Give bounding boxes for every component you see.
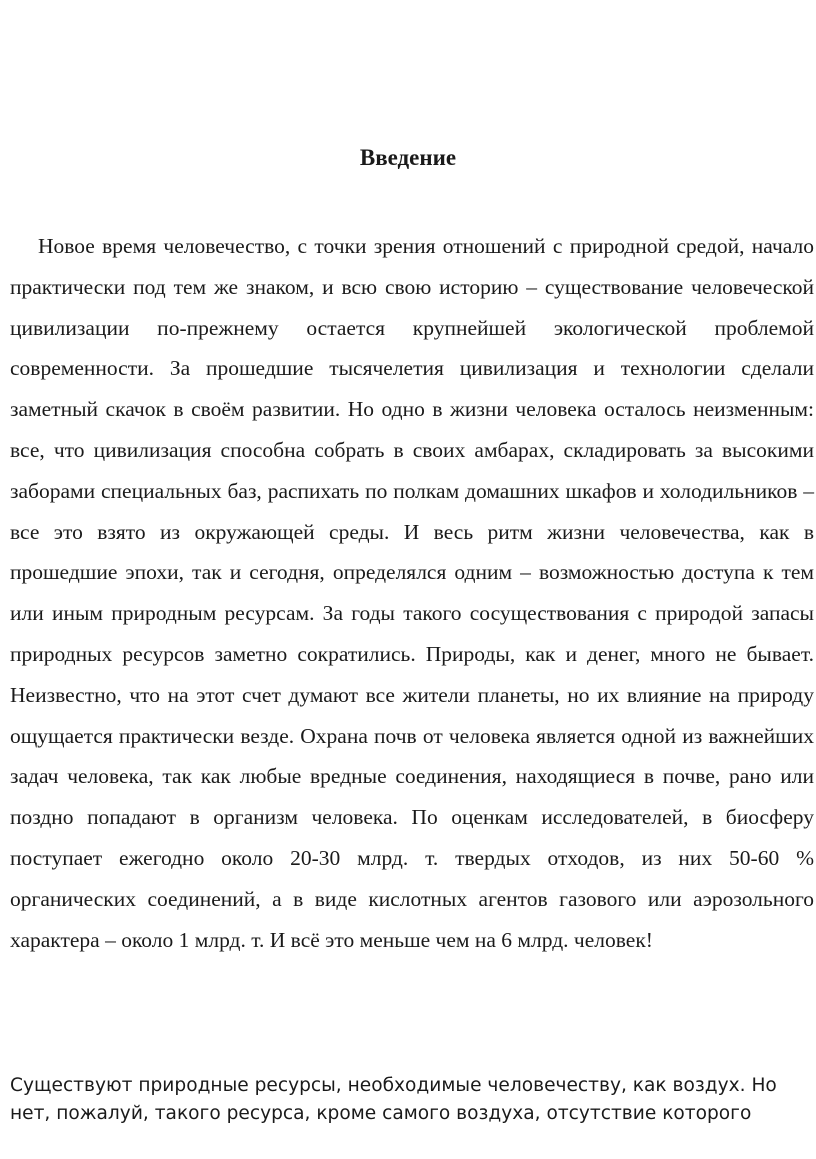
page-title: Введение: [359, 145, 457, 170]
resources-paragraph: Существуют природные ресурсы, необходимые человечеству, как воздух. Но нет, пожалуй, такого ресурса, кроме самого воздуха, отсутствие которого: [10, 1075, 777, 1124]
intro-paragraph: Новое время человечество, с точки зрения отношений с природной средой, начало практически под тем же знаком, и всю свою историю – существование человеческой цивилизации по-прежнему остается крупнейшей экологической проблемой современности. За прошедшие тысячелетия цивилизация и технологии сделали заметный скачок в своём развитии. Но одно в жизни человека осталось неизменным: все, что цивилизация способна собрать в своих амбарах, складировать за высокими заборами специальных баз, распихать по полкам домашних шкафов и холодильников – все это взято из окружающей среды. И весь ритм жизни человечества, как в прошедшие эпохи, так и сегодня, определялся одним – возможностью доступа к тем или иным природным ресурсам. За годы такого сосуществования с природой запасы природных ресурсов заметно сократились. Природы, как и денег, много не бывает. Неизвестно, что на этот счет думают все жители планеты, но их влияние на природу ощущается практически везде. Охрана почв от человека является одной из важнейших задач человека, так как любые вредные соединения, находящиеся в почве, рано или поздно попадают в организм человека. По оценкам исследователей, в биосферу поступает ежегодно около 20-30 млрд. т. твердых отходов, из них 50-60 % органических соединений, а в виде кислотных агентов газового или аэрозольного характера – около 1 млрд. т. И всё это меньше чем на 6 млрд. человек!: [10, 234, 814, 952]
